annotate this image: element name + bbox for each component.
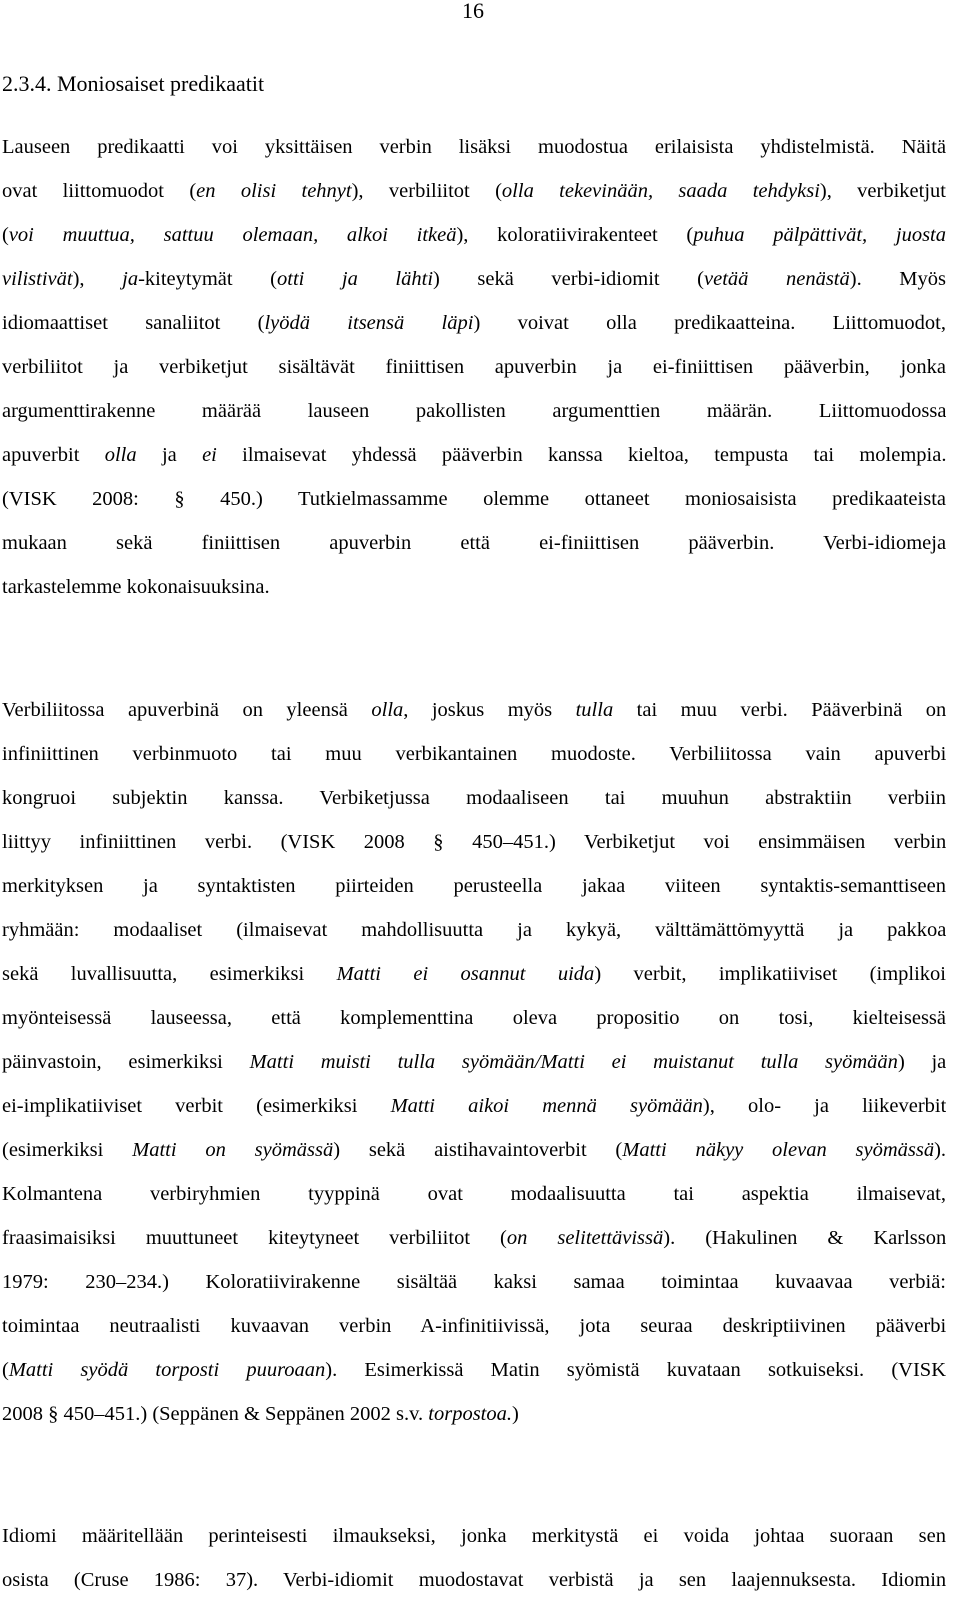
italic-text: en olisi tehnyt bbox=[196, 180, 352, 202]
text-line bbox=[2, 433, 946, 477]
text-run: 2008 § 450–451.) (Seppänen & Seppänen 2002 s.v. bbox=[2, 1403, 429, 1425]
text-line bbox=[2, 213, 946, 257]
text-line bbox=[2, 1128, 946, 1172]
italic-text: lyödä itsensä läpi bbox=[264, 312, 474, 334]
text-line bbox=[2, 864, 946, 908]
text-line bbox=[2, 1084, 946, 1128]
text-run: sekä luvallisuutta, esimerkiksi bbox=[2, 963, 337, 985]
text-run: ), koloratiivirakenteet ( bbox=[456, 224, 694, 246]
text-run: päinvastoin, esimerkiksi bbox=[2, 1051, 250, 1073]
text-run: Kolmantena verbiryhmien tyyppinä ovat modaalisuutta tai aspektia ilmaisevat, bbox=[2, 1183, 946, 1205]
text-line bbox=[2, 169, 946, 213]
section-heading: 2.3.4. Moniosaiset predikaatit bbox=[2, 71, 265, 96]
italic-text: Matti ei osannut uida bbox=[336, 963, 595, 985]
text-line bbox=[2, 389, 946, 433]
italic-text: otti ja lähti bbox=[277, 268, 434, 290]
text-run: (esimerkiksi bbox=[2, 1139, 133, 1161]
text-line bbox=[2, 820, 946, 864]
text-run: ja bbox=[136, 444, 203, 466]
italic-text: ei bbox=[202, 444, 217, 466]
text-run: idiomaattiset sanaliitot ( bbox=[2, 312, 265, 334]
italic-text: torpostoa. bbox=[428, 1403, 513, 1425]
text-line bbox=[2, 257, 946, 301]
text-line bbox=[2, 477, 946, 521]
text-run: ei-implikatiiviset verbit (esimerkiksi bbox=[2, 1095, 391, 1117]
text-line bbox=[2, 125, 946, 169]
text-run: ), olo- ja liikeverbit bbox=[702, 1095, 946, 1117]
text-run: ryhmään: modaaliset (ilmaisevat mahdollisuutta ja kykyä, välttämättömyyttä ja pakkoa bbox=[2, 919, 946, 941]
text-line bbox=[2, 521, 946, 565]
italic-text: on selitettävissä bbox=[506, 1227, 664, 1249]
italic-text: Matti muisti tulla syömään/Matti ei muistanut tulla syömään bbox=[249, 1051, 898, 1073]
text-line bbox=[2, 732, 946, 776]
italic-text: puhua pälpättivät, juosta bbox=[693, 224, 946, 246]
italic-text: tulla bbox=[575, 699, 614, 721]
text-line bbox=[2, 345, 946, 389]
text-run: ) verbit, implikatiiviset (implikoi bbox=[594, 963, 946, 985]
text-run: kongruoi subjektin kanssa. Verbiketjussa modaaliseen tai muuhun abstraktiin verbiin bbox=[2, 787, 946, 809]
text-line bbox=[2, 1172, 946, 1216]
italic-text: voi muuttua, sattuu olemaan, alkoi itkeä bbox=[8, 224, 457, 246]
text-run: Idiomi määritellään perinteisesti ilmaukseksi, jonka merkitystä ei voida johtaa suoraan sen bbox=[2, 1525, 946, 1547]
text-run: ). Myös bbox=[849, 268, 946, 290]
text-line bbox=[2, 565, 946, 609]
text-run: ), verbiliitot ( bbox=[351, 180, 502, 202]
text-run: Lauseen predikaatti voi yksittäisen verbin lisäksi muodostua erilaisista yhdistelmistä. Näitä bbox=[2, 136, 946, 158]
text-run: ilmaisevat yhdessä pääverbin kanssa kieltoa, tempusta tai molempia. bbox=[216, 444, 946, 466]
text-run: ) ja bbox=[897, 1051, 946, 1073]
text-line bbox=[2, 1392, 946, 1436]
text-run: (VISK 2008: § 450.) Tutkielmassamme olemme ottaneet moniosaisista predikaateista bbox=[2, 488, 946, 510]
text-line bbox=[2, 688, 946, 732]
paragraph-3 bbox=[2, 1514, 946, 1602]
text-run: ). bbox=[934, 1139, 946, 1161]
text-line bbox=[2, 1558, 946, 1602]
italic-text: olla bbox=[371, 699, 404, 721]
italic-text: Matti aikoi mennä syömään bbox=[390, 1095, 703, 1117]
text-run: ( bbox=[2, 224, 9, 246]
text-line bbox=[2, 1304, 946, 1348]
text-run: osista (Cruse 1986: 37). Verbi-idiomit muodostavat verbistä ja sen laajennuksesta. Idiomin bbox=[2, 1569, 946, 1591]
text-run: ), verbiketjut bbox=[819, 180, 946, 202]
italic-text: ja bbox=[122, 268, 139, 290]
italic-text: vetää nenästä bbox=[704, 268, 850, 290]
text-run: myönteisessä lauseessa, että komplementtina oleva propositio on tosi, kielteisessä bbox=[2, 1007, 946, 1029]
text-run: argumenttirakenne määrää lauseen pakollisten argumenttien määrän. Liittomuodossa bbox=[2, 400, 946, 422]
text-run: toimintaa neutraalisti kuvaavan verbin A-infinitiivissä, jota seuraa deskriptiivinen pääverbi bbox=[2, 1315, 946, 1337]
text-run: fraasimaisiksi muuttuneet kiteytyneet verbiliitot ( bbox=[2, 1227, 507, 1249]
text-run: ) voivat olla predikaatteina. Liittomuodot, bbox=[473, 312, 946, 334]
italic-text: Matti on syömässä bbox=[132, 1139, 334, 1161]
text-run: verbiliitot ja verbiketjut sisältävät finiittisen apuverbin ja ei-finiittisen pääverbin, jonka bbox=[2, 356, 946, 378]
text-line bbox=[2, 908, 946, 952]
text-run: Verbiliitossa apuverbinä on yleensä bbox=[2, 699, 372, 721]
paragraph-2 bbox=[2, 688, 946, 1436]
text-line bbox=[2, 1260, 946, 1304]
text-run: apuverbit bbox=[2, 444, 105, 466]
text-run: ). Esimerkissä Matin syömistä kuvataan sotkuiseksi. (VISK bbox=[325, 1359, 946, 1381]
text-line bbox=[2, 952, 946, 996]
text-run: 1979: 230–234.) Koloratiivirakenne sisältää kaksi samaa toimintaa kuvaavaa verbiä: bbox=[2, 1271, 946, 1293]
text-line bbox=[2, 996, 946, 1040]
text-run: ( bbox=[2, 1359, 9, 1381]
text-run: , joskus myös bbox=[403, 699, 576, 721]
text-line bbox=[2, 1514, 946, 1558]
text-run: ), bbox=[72, 268, 123, 290]
page-number: 16 bbox=[462, 0, 484, 23]
text-line bbox=[2, 301, 946, 345]
text-run: ) bbox=[512, 1403, 519, 1425]
italic-text: olla bbox=[104, 444, 137, 466]
text-line bbox=[2, 1216, 946, 1260]
text-run: infiniittinen verbinmuoto tai muu verbikantainen muodoste. Verbiliitossa vain apuverbi bbox=[2, 743, 946, 765]
italic-text: Matti näkyy olevan syömässä bbox=[622, 1139, 935, 1161]
text-run: merkityksen ja syntaktisten piirteiden perusteella jakaa viiteen syntaktis-semanttiseen bbox=[2, 875, 946, 897]
text-run: ). (Hakulinen & Karlsson bbox=[663, 1227, 946, 1249]
text-line bbox=[2, 776, 946, 820]
text-run: tai muu verbi. Pääverbinä on bbox=[613, 699, 946, 721]
text-run: ) sekä aistihavaintoverbit ( bbox=[333, 1139, 623, 1161]
text-run: liittyy infiniittinen verbi. (VISK 2008 § 450–451.) Verbiketjut voi ensimmäisen verbin bbox=[2, 831, 946, 853]
italic-text: vilistivät bbox=[2, 268, 73, 290]
text-run: mukaan sekä finiittisen apuverbin että ei-finiittisen pääverbin. Verbi-idiomeja bbox=[2, 532, 946, 554]
text-run: tarkastelemme kokonaisuuksina. bbox=[2, 576, 270, 598]
paragraph-1 bbox=[2, 125, 946, 609]
text-run: ) sekä verbi-idiomit ( bbox=[433, 268, 704, 290]
text-run: -kiteytymät ( bbox=[138, 268, 277, 290]
text-line bbox=[2, 1348, 946, 1392]
italic-text: Matti syödä torposti puuroaan bbox=[8, 1359, 326, 1381]
text-line bbox=[2, 1040, 946, 1084]
italic-text: olla tekevinään, saada tehdyksi bbox=[501, 180, 820, 202]
text-run: ovat liittomuodot ( bbox=[2, 180, 197, 202]
